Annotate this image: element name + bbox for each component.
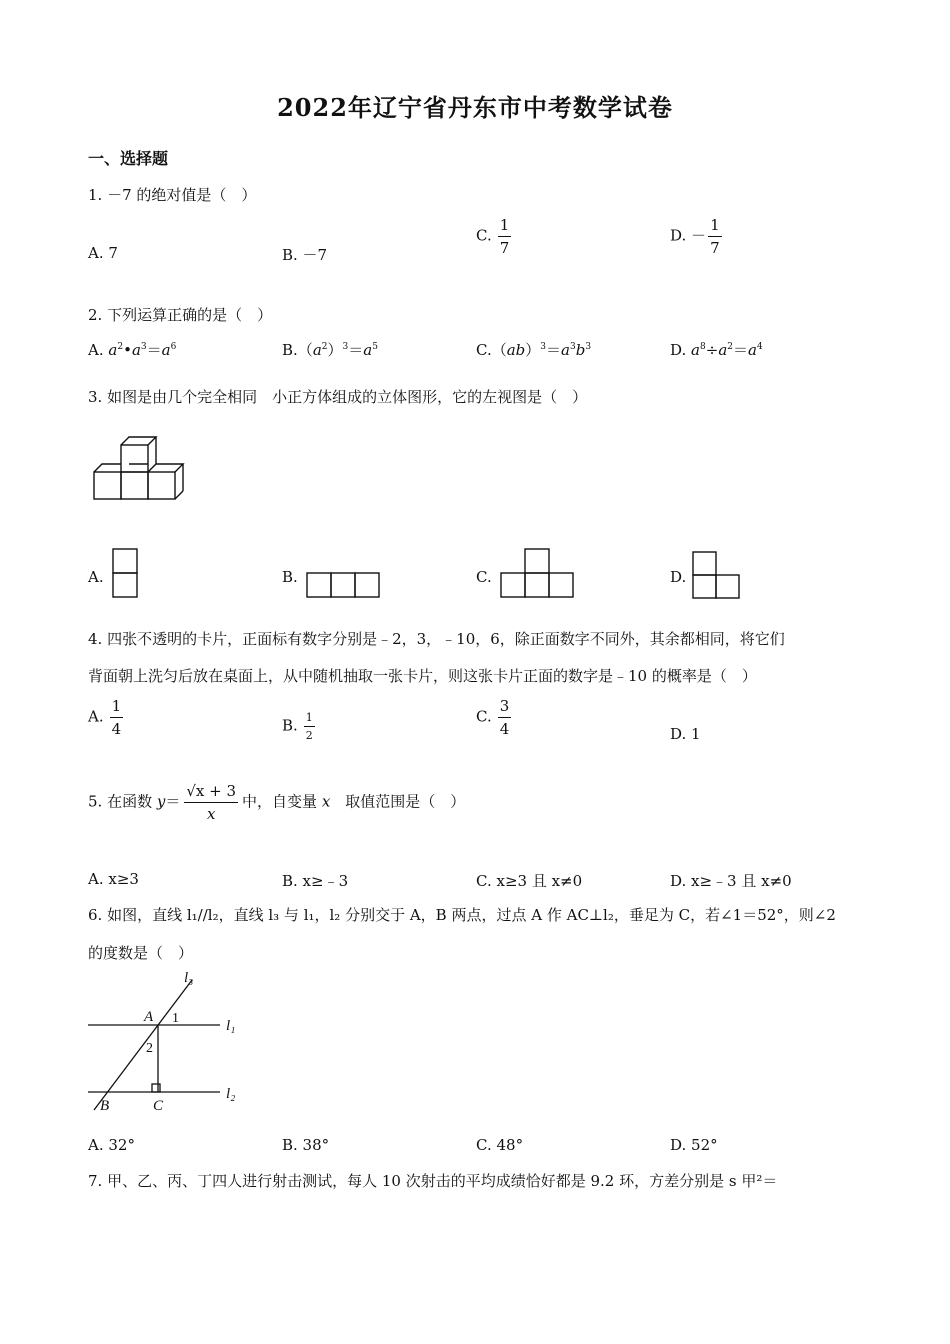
q3-option-b-figure [304, 570, 384, 600]
q1-option-a: A. 7 [88, 244, 118, 262]
label-l3: l₃ [184, 970, 194, 986]
q3-option-c: C. [476, 568, 492, 586]
q4-option-d: D. 1 [670, 725, 701, 743]
q2-option-d: D. $a^8\div a^2=a^4$ [670, 341, 763, 359]
question-4-line-2: 背面朝上洗匀后放在桌面上，从中随机抽取一张卡片，则这张卡片正面的数字是﹣10 的概率是（ ） [88, 667, 757, 685]
question-6-line-1: 6. 如图，直线 l₁//l₂，直线 l₃ 与 l₁，l₂ 分别交于 A，B 两点，过点 A 作 AC⊥l₂，垂足为 C，若∠1＝52°，则∠2 [88, 906, 836, 924]
label-angle-2: 2 [146, 1041, 153, 1056]
question-6-line-2: 的度数是（ ） [88, 944, 194, 962]
q1-option-c-fraction: $\frac{1}{7}$ [499, 216, 510, 257]
label-b: B [100, 1098, 110, 1114]
q6-geometry-figure [80, 968, 260, 1118]
section-heading: 一、选择题 [88, 149, 169, 168]
q6-option-c: C. 48° [476, 1136, 524, 1154]
q5-option-c: C. x≥3 且 x≠0 [476, 872, 583, 890]
q1-option-c [476, 216, 511, 257]
q3-option-a: A. [88, 568, 104, 586]
q2-option-b: $B.(a^2)^3=a^5$ [282, 341, 378, 359]
label-c: C [153, 1098, 164, 1114]
q4-option-c: C. $\frac{3}{4}$ [476, 697, 510, 738]
label-l1: l₁ [226, 1018, 236, 1034]
question-1-stem: 1. －7 的绝对值是（ ） [88, 186, 257, 204]
q5-option-d: D. x≥﹣3 且 x≠0 [670, 872, 792, 890]
q6-option-a: A. 32° [88, 1136, 135, 1154]
page-title: 2022年辽宁省丹东市中考数学试卷 [277, 93, 673, 122]
q1-option-c-label: C. [476, 226, 492, 245]
question-2-stem: 2. 下列运算正确的是（ ） [88, 306, 273, 324]
q4-option-b: B. $\frac{1}{2}$ [282, 711, 313, 742]
question-3-stem: 3. 如图是由几个完全相同 小正方体组成的立体图形，它的左视图是（ ） [88, 388, 588, 406]
q1-option-d-fraction: $\frac{1}{7}$ [710, 216, 720, 257]
right-angle-mark [152, 1084, 160, 1092]
q3-option-d-figure [690, 550, 746, 600]
question-4-line-1: 4. 四张不透明的卡片，正面标有数字分别是﹣2，3，﹣10，6，除正面数字不同外，其余都相同，将它们 [88, 630, 785, 648]
q4-option-a: A. $\frac{1}{4}$ [88, 697, 122, 738]
line-l3 [94, 980, 192, 1110]
q3-option-b: B. [282, 568, 298, 586]
q5-option-b: B. x≥﹣3 [282, 872, 349, 890]
q3-option-c-figure [498, 546, 578, 600]
q1-option-b: B. －7 [282, 246, 328, 264]
q3-solid-figure [88, 432, 198, 506]
q6-option-b: B. 38° [282, 1136, 330, 1154]
label-angle-1: 1 [172, 1011, 179, 1026]
q1-option-d-label: D. [670, 226, 687, 245]
q5-option-a: A. x≥3 [88, 870, 139, 888]
q3-option-a-figure [110, 546, 142, 600]
label-l2: l₂ [226, 1086, 236, 1102]
question-7-stem: 7. 甲、乙、丙、丁四人进行射击测试，每人 10 次射击的平均成绩恰好都是 9.2 环，方差分别是 s 甲²＝ [88, 1172, 778, 1190]
q1-option-d: D. － $\frac{1}{7}$ [670, 216, 720, 257]
q2-option-a: A. $a^2•a^3=a^6$ [88, 341, 177, 359]
label-a: A [144, 1009, 154, 1025]
q2-option-c: $C.(ab)^3=a^3b^3$ [476, 341, 592, 359]
q5-function-fraction: $\frac{√x + 3}{x}$ [186, 782, 237, 823]
question-5-stem: 5. 在函数 y＝ $\frac{√x + 3}{x}$ 中，自变量 x 取值范围是（ ） [88, 782, 466, 823]
q3-option-d: D. [670, 568, 687, 586]
q6-option-d: D. 52° [670, 1136, 718, 1154]
